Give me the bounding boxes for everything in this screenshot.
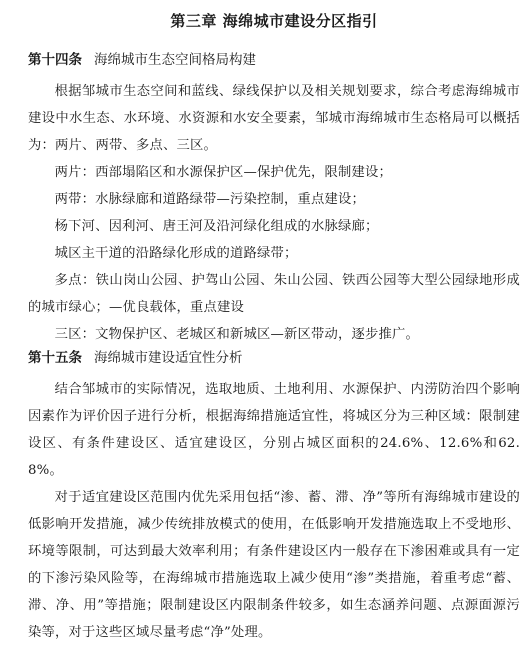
article-15-heading	[28, 348, 520, 368]
article-14-paragraph-1: 根据邹城市生态空间和蓝线、绿线保护以及相关规划要求，综合考虑海绵城市建设中水生态、水环境、水资源和水安全要素，邹城市海绵城市生态格局可以概括为：两片、两带、多点、三区。	[28, 84, 520, 153]
article-14-number: 第十四条	[28, 52, 82, 68]
article-14	[28, 50, 520, 348]
article-15	[28, 348, 520, 646]
article-14-paragraph-2: 两片：西部塌陷区和水源保护区—保护优先，限制建设；	[54, 165, 393, 180]
article-15-title: 海绵城市建设适宜性分析	[94, 350, 243, 366]
article-15-paragraph-2: 对于适宜建设区范围内优先采用包括“渗、蓄、滞、净”等所有海绵城市建设的低影响开发措施，减少传统排放模式的使用，在低影响开发措施选取上不受地形、环境等限制，可达到最大效率利用；有条件建设区内一般存在下渗困难或具有一定的下渗污染风险等，在海绵城市措施选取上减少使用“渗”类措施，着重考虑“蓄、滞、净、用”等措施；限制建设区内限制条件较多，如生态涵养问题、点源面源污染等，对于这些区域尽量考虑“净”处理。	[28, 490, 520, 640]
article-14-paragraph-3: 两带：水脉绿廊和道路绿带—污染控制，重点建设；	[54, 192, 366, 207]
chapter-title: 第三章 海绵城市建设分区指引	[170, 12, 378, 30]
article-14-paragraph-6: 多点：铁山岗山公园、护驾山公园、朱山公园、铁西公园等大型公园绿地形成的城市绿心；—优良载体，重点建设	[28, 273, 520, 315]
article-15-number: 第十五条	[28, 350, 82, 366]
article-14-heading	[28, 50, 520, 70]
article-14-paragraph-5: 城区主干道的沿路绿化形成的道路绿带；	[54, 246, 298, 261]
article-15-paragraph-1: 结合邹城市的实际情况，选取地质、土地利用、水源保护、内涝防治四个影响因素作为评价因子进行分析，根据海绵措施适宜性，将城区分为三种区域：限制建设区、有条件建设区、适宜建设区，分别占城区面积的24.6%、12.6%和62.8%。	[28, 382, 520, 478]
article-14-title: 海绵城市生态空间格局构建	[94, 52, 256, 68]
article-14-paragraph-7: 三区：文物保护区、老城区和新城区—新区带动，逐步推广。	[54, 327, 420, 342]
article-14-paragraph-4: 杨下河、因利河、唐王河及沿河绿化组成的水脉绿廊；	[54, 219, 379, 234]
